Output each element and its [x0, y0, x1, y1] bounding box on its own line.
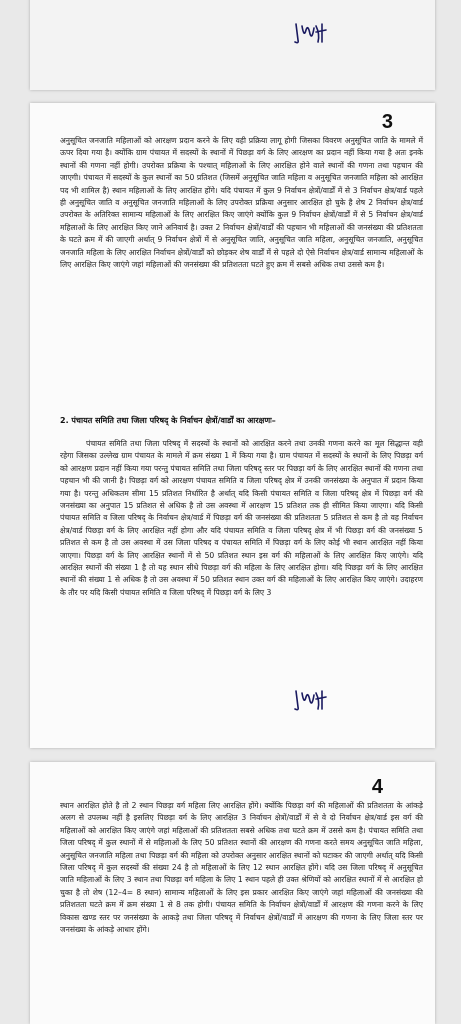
document-page-3 [30, 103, 435, 748]
paragraph-obc-women-reservation: स्थान आरक्षित होते है तो 2 स्थान पिछड़ा वर्ग महिला लिए आरक्षित होंगे। क्योंकि पिछड़ा वर्ग की महिलाओं की प्रतिशतता के आंकड़े अलग से उपलब्ध नहीं है इसलिए पिछड़ा वर्ग के लिए आरक्षित 3 निर्वाचन क्षेत्रों/वार्डों में से वे दो निर्वाचन क्षेत्र/वार्ड इस वर्ग की महिलाओं को आरक्षित किए जाएंगे जहां महिलाओं की प्रतिशतता सबसे अधिक तथा घटते क्रम में उससे कम है। पंचायत समिति तथा जिला परिषद् में कुल स्थानों में से महिलाओं के लिए 50 प्रतिशत स्थानों की आरक्षण की गणना करते समय अनुसूचित जाति महिला, अनुसूचित जनजाति महिला तथा पिछड़ा वर्ग की महिला को उपरोक्त अनुसार आरक्षित स्थानों को घटाकर की जाएगी अर्थात् यदि किसी जिला परिषद् में कुल सदस्यों की संख्या 24 है तो महिलाओं के लिए 12 स्थान आरक्षित होंगे। यदि उस जिला परिषद् में अनुसूचित जाति महिलाओं के लिए 3 स्थान तथा पिछड़ा वर्ग महिला के लिए 1 स्थान पहले ही उक्त श्रेणियों को आरक्षित स्थानों में से आरक्षित हो चुका है तो शेष (12–4= 8 स्थान) सामान्य महिलाओं के लिए इस प्रकार आरक्षित किए जाएंगे जहां महिलाओं की जनसंख्या की प्रतिशतता घटते क्रम में क्रम संख्या 1 से 8 तक होगी। पंचायत समिति के निर्वाचन क्षेत्रों/वार्डों में आरक्षण की गणना करने के लिए विकास खण्ड स्तर पर जनसंख्या के आकड़े तथा जिला परिषद् में निर्वाचन क्षेत्रों/वार्डों में आरक्षण की गणना के लिए जिला स्तर पर जनसंख्या के आंकड़े आधार होंगे। [60, 801, 423, 935]
section-heading: 2. पंचायत समिति तथा जिला परिषद् के निर्वाचन क्षेत्रों/वार्डों का आरक्षणः– [60, 416, 276, 425]
previous-page-fragment [30, 0, 435, 90]
signature-mark [292, 20, 332, 46]
signature-mark [292, 687, 332, 713]
paragraph-sc-st-reservation: अनुसूचित जनजाति महिलाओं को आरक्षण प्रदान करने के लिए वही प्रक्रिया लागू होगी जिसका विवरण अनुसूचित जाति के मामले में ऊपर दिया गया है। क्योंकि ग्राम पंचायत में सदस्यों के स्थानों में पिछड़ा वर्ग के लिए आरक्षण का प्रदान नहीं किया गया है अतः इनके स्थानों की गणना नहीं होगी। उपरोक्त प्रक्रिया के पश्चात् महिलाओं के लिए आरक्षित होने वाले स्थानों की गणना तथा पहचान की जाएगी। पंचायत में सदस्यों के कुल स्थानों का 50 प्रतिशत (जिसमें अनुसूचित जाति महिला व अनुसूचित जनजाति महिला को आरक्षित पद भी शामिल है) स्थान महिलाओं के लिए आरक्षित होंगे। यदि पंचायत में कुल 9 निर्वाचन क्षेत्रों/वार्डों में से 3 निर्वाचन क्षेत्र/वार्ड पहले ही अनुसूचित जाति व अनुसूचित जनजाति महिलाओं के लिए उपरोक्त प्रक्रिया अनुसार आरक्षित हो चुके है शेष 2 निर्वाचन क्षेत्र/वार्ड उपरोक्त के अतिरिक्त सामान्य महिलाओं के लिए आरक्षित किए जाएंगे क्योंकि कुल 9 निर्वाचन क्षेत्रों/वार्डों में से 5 निर्वाचन क्षेत्र/वार्ड महिलाओं के लिए आरक्षित किए जाने अनिवार्य है। उक्त 2 निर्वाचन क्षेत्रों/वार्डों की पहचान भी महिलाओं की जनसंख्या की प्रतिशतता के घटते क्रम में की जाएगी अर्थात् 9 निर्वाचन क्षेत्रों में से अनुसूचित जाति, अनुसूचित जाति महिला, अनुसूचित जनजाति, अनुसूचित जनजाति महिला के लिए आरक्षित निर्वाचन क्षेत्रों/वार्डों को छोड़कर शेष वार्डों में से पहले दो ऐसे निर्वाचन क्षेत्र/वार्ड सामान्य महिलाओं के लिए आरक्षित किए जाएंगे जहां महिलाओं की जनसंख्या की प्रतिशतता घटते हुए क्रम में सबसे अधिक तथा उससे कम है। [60, 136, 423, 270]
page-number: 3 [381, 111, 393, 133]
paragraph-panchayat-samiti: पंचायत समिति तथा जिला परिषद् में सदस्यों के स्थानों को आरक्षित करने तथा उनकी गणना करने का मूल सिद्धान्त वही रहेगा जिसका उल्लेख ग्राम पंचायत के मामले में क्रम संख्या 1 में किया गया है। ग्राम पंचायत में सदस्यों के स्थानों के लिए पिछड़ा वर्ग को आरक्षण प्रदान नहीं किया गया परन्तु पंचायत समिति तथा जिला परिषद् स्तर पर पिछड़ा वर्ग के लिए आरक्षित स्थानों की गणना तथा पहचान भी की जानी है। पिछड़ा वर्ग को आरक्षण पंचायत समिति व जिला परिषद् क्षेत्र में उनकी जनसंख्या के अनुपात में प्रदान किया गया है। परन्तु अधिकतम सीमा 15 प्रतिशत निर्धारित है अर्थात् यदि किसी पंचायत समिति व जिला परिषद् क्षेत्र में पिछड़ा वर्ग की जनसंख्या का अनुपात 15 प्रतिशत से अधिक है तो उस अवस्था में आरक्षण 15 प्रतिशत तक ही सीमित किया जाएगा। यदि किसी पंचायत समिति व जिला परिषद् के निर्वाचन क्षेत्र/वार्ड में पिछड़ा वर्ग की जनसंख्या की प्रतिशतता 5 प्रतिशत से कम है तो वह निर्वाचन क्षेत्र/वार्ड पिछड़ा वर्ग के लिए आरक्षित नहीं होगा और यदि पंचायत समिति व जिला परिषद् क्षेत्र में भी पिछड़ा वर्ग की जनसंख्या 5 प्रतिशत से कम है तो उस अवस्था में उस जिला परिषद व पंचायत समिति में पिछड़ा वर्ग के लिए कोई भी स्थान आरक्षित नहीं किया जाएगा। पिछड़ा वर्ग के लिए आरक्षित स्थानों में से 50 प्रतिशत स्थान इस वर्ग की महिलाओं के लिए आरक्षित किए जाएंगे। यदि आरक्षित स्थानों की संख्या 1 है तो यह स्थान सीधे पिछड़ा वर्ग की महिला के लिए आरक्षित होगा। यदि पिछड़ा वर्ग के लिए आरक्षित स्थानों की संख्या 1 से अधिक है तो उस अवस्था में 50 प्रतिशत स्थान उक्त वर्ग की महिलाओं के लिए आरक्षित किए जाएंगे। उदाहरण के तौर पर यदि किसी पंचायत समिति व जिला परिषद् में पिछड़ा वर्ग के लिए 3 [60, 439, 423, 597]
page-number: 4 [371, 776, 383, 798]
document-page-4 [30, 762, 435, 1024]
